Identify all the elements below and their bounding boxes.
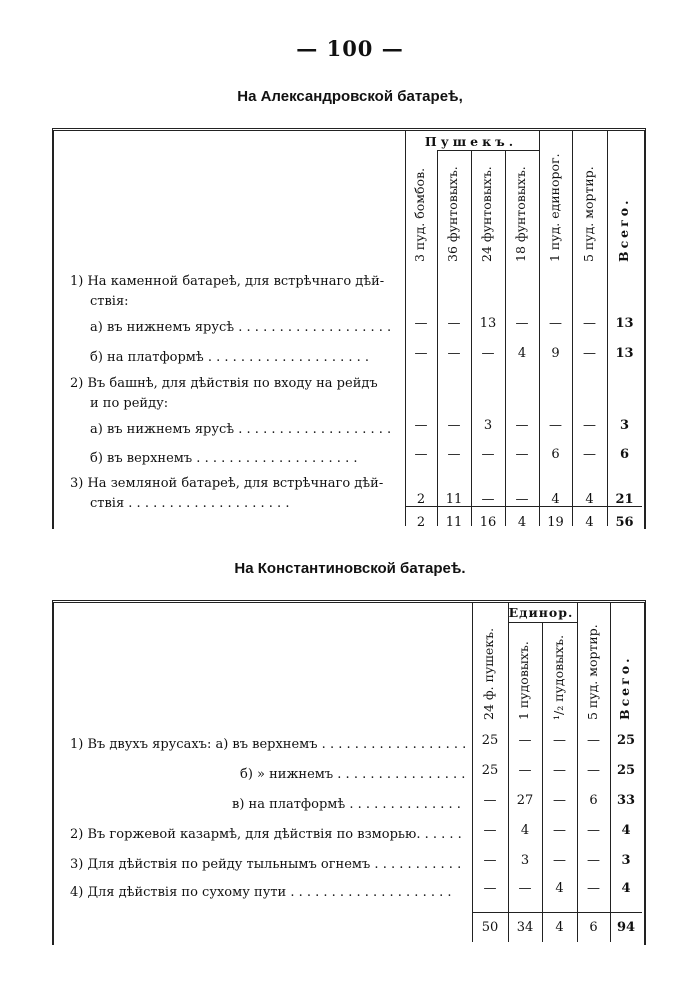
table-cell: — [447,447,461,462]
table-cell: 3 [520,853,530,868]
row-label-cont [90,290,395,309]
group-underline [437,150,539,151]
table-cell: 3 [619,418,630,433]
table-cell: — [515,447,529,462]
total-cell: 6 [589,920,598,935]
table-cell: — [587,763,600,778]
table-cell: 4 [551,492,560,507]
table-cell: — [553,853,566,868]
column-header: Всего. [617,655,632,720]
table-cell: 4 [555,881,564,896]
row-label-text: ствія . . . [90,496,289,511]
table-cell: — [515,418,529,433]
column-header: 5 пуд. мортир. [584,624,600,720]
column-header: 36 фунтовыхъ. [445,166,460,262]
table-cell: — [447,316,461,331]
table-cell: 4 [621,881,631,896]
row-label-text: в) на платформѣ . . . [232,797,466,812]
row-label-cont [90,492,395,511]
column-header: 5 пуд. мортир. [580,166,596,262]
table-cell: 6 [589,793,598,808]
total-cell: 19 [547,515,564,530]
row-label-text: 4) Для дѣйствія по сухому пути . . . [70,885,452,900]
column-rule [471,150,472,526]
column-header: 24 ф. пушекъ. [481,627,496,720]
alex-title: На Александровской батареѣ, [237,88,463,105]
page-number: — 100 — [296,36,404,61]
total-cell: 56 [615,515,634,530]
table-cell: 6 [551,447,560,462]
table-cell: 21 [615,492,634,507]
table-cell: 25 [616,763,636,778]
row-label-text: и по рейду: [90,396,169,411]
table-cell: — [583,316,596,331]
table-cell: — [518,763,532,778]
table-cell: 13 [479,316,497,331]
konst-title: На Константиновской батареѣ. [234,560,466,577]
row-label [70,853,466,872]
total-cell: 16 [479,515,497,530]
table-cell: — [587,881,600,896]
table-cell: 4 [520,823,530,838]
total-cell: 34 [516,920,534,935]
table-cell: — [518,733,532,748]
row-label [90,346,395,365]
row-label [70,823,466,842]
column-header: 1 пуд. единорог. [546,153,562,262]
table-cell: — [447,346,461,361]
table-cell: — [583,447,596,462]
table-cell: — [587,853,600,868]
table-cell: — [481,346,495,361]
row-label [90,316,395,335]
table-cell: — [414,418,428,433]
column-header: 3 пуд. бомбов. [412,167,427,262]
table-cell: — [483,823,497,838]
total-cell: 4 [517,515,527,530]
row-label-text: 3) На земляной батареѣ, для встрѣчнаго дѣй- [70,476,384,491]
table-cell: — [518,881,532,896]
table-cell: 13 [615,346,634,361]
totals-rule [472,912,642,913]
table-cell: — [587,823,600,838]
column-rule [437,150,438,526]
table-cell: — [481,447,495,462]
row-label [70,472,395,491]
alex-group-header: Пушекъ. [424,134,518,149]
row-label-text: 3) Для дѣйствія по рейду тыльнымъ огнемъ . . . [70,857,466,872]
table-cell: 4 [621,823,631,838]
table-cell: 25 [481,733,499,748]
table-cell: 27 [516,793,534,808]
table-cell: — [483,853,497,868]
table-cell: 33 [616,793,636,808]
column-header: 24 фунтовыхъ. [479,166,494,262]
table-cell: — [587,733,600,748]
total-cell: 4 [555,920,564,935]
row-label-text: а) въ нижнемъ ярусѣ . . . [90,320,395,335]
column-header: Всего. [615,197,631,262]
table-cell: 25 [616,733,636,748]
column-header: 1 пудовыхъ. [516,641,531,720]
table-cell: 3 [483,418,493,433]
row-label-text: 2) Въ горжевой казармѣ, для дѣйствія по взморью. . . . [70,827,466,842]
table-cell: — [583,346,596,361]
row-label-text: 1) На каменной батареѣ, для встрѣчнаго дѣй- [70,274,385,289]
table-cell: 13 [615,316,634,331]
column-header: ¹/₂ пудовыхъ. [550,634,566,720]
row-label-cont [90,392,395,411]
total-cell: 2 [416,515,426,530]
table-cell: — [515,492,529,507]
group-underline [508,622,577,623]
row-label-text: а) въ нижнемъ ярусѣ . . . [90,422,395,437]
column-header: 18 фунтовыхъ. [513,166,528,262]
row-label-text: 1) Въ двухъ ярусахъ: а) въ верхнемъ . . . [70,737,466,752]
table-cell: — [515,316,529,331]
table-cell: — [481,492,495,507]
table-cell: — [553,733,566,748]
table-cell: 11 [445,492,463,507]
row-label [232,793,466,812]
table-cell: — [414,316,428,331]
row-label [70,733,466,752]
table-cell: — [414,346,428,361]
row-label-text: б) на платформѣ . . . [90,350,369,365]
table-cell: 9 [551,346,560,361]
row-label-text: б) » нижнемъ . . . [240,767,466,782]
row-label [90,418,395,437]
table-cell: — [549,316,562,331]
table-cell: 2 [416,492,426,507]
table-cell: 6 [619,447,630,462]
row-label [240,763,466,782]
table-cell: — [447,418,461,433]
table-cell: — [583,418,596,433]
row-label-text: ствія: [90,294,129,309]
table-cell: 4 [585,492,594,507]
table-cell: — [553,763,566,778]
total-cell: 4 [585,515,594,530]
column-rule [472,603,473,942]
row-label [70,270,395,289]
row-label [70,881,466,900]
table-cell: — [483,793,497,808]
konst-group-header: Единор. [508,605,574,620]
row-label [90,447,395,466]
table-cell: 25 [481,763,499,778]
column-rule [505,150,506,526]
total-cell: 11 [445,515,463,530]
table-cell: — [414,447,428,462]
total-cell: 94 [616,920,636,935]
total-cell: 50 [481,920,499,935]
row-label-text: 2) Въ башнѣ, для дѣйствія по входу на рейдъ [70,376,378,391]
table-cell: 4 [517,346,527,361]
table-cell: — [483,881,497,896]
row-label-text: б) въ верхнемъ . . . [90,451,357,466]
table-cell: — [553,793,566,808]
table-cell: — [553,823,566,838]
row-label [70,372,395,391]
table-cell: 3 [621,853,631,868]
table-cell: — [549,418,562,433]
